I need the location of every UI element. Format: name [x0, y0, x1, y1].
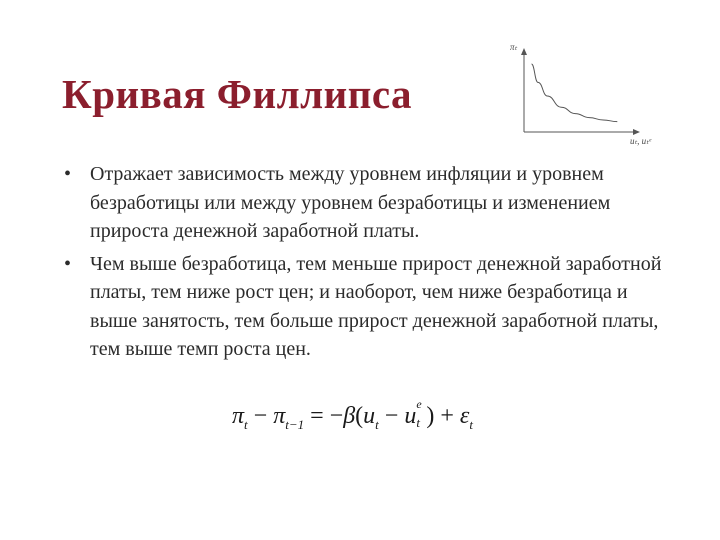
formula-minus: −: [247, 403, 274, 429]
formula-sub-t-1: t−1: [285, 417, 305, 432]
bullet-list: [60, 160, 670, 364]
phillips-curve-chart: [508, 40, 668, 150]
formula-minus: −: [378, 403, 405, 429]
bullet-text: Отражает зависимость между уровнем инфляции и уровнем безработицы или между уровнем безработицы и изменением прироста денежной заработной платы.: [90, 163, 611, 242]
bullet-item: [60, 250, 670, 364]
formula-sub-t: t: [375, 417, 379, 432]
bullet-marker: •: [64, 252, 72, 275]
x-axis-arrow: [633, 129, 640, 135]
formula-plus: +: [434, 403, 460, 429]
bullet-item: [60, 160, 670, 246]
formula-close-paren: ): [426, 403, 435, 429]
phillips-formula: [232, 397, 473, 433]
formula-pi: π: [232, 403, 245, 429]
formula-supsub: [416, 397, 426, 430]
y-axis-arrow: [521, 48, 527, 55]
formula-equals-minus: = −: [304, 403, 344, 429]
x-axis-label: uₜ, uₜᵉ: [630, 136, 652, 146]
bullet-marker: •: [64, 163, 72, 185]
bullet-text: Чем выше безработица, тем меньше прирост денежной заработной платы, тем ниже рост цен; и наоборот, чем ниже безработица и выше занятость, тем больше прирост денежной заработной платы, тем выше темп роста цен.: [90, 252, 662, 360]
formula-u: u: [363, 403, 376, 429]
slide-title: Кривая Филлипса: [62, 71, 413, 117]
formula-sub-t: t: [244, 417, 248, 432]
formula-sup-e: e: [416, 397, 422, 411]
y-axis-label: πₜ: [510, 42, 518, 52]
phillips-curve-line: [532, 64, 618, 122]
formula-open-paren: (: [355, 403, 364, 429]
formula-sub-t: t: [416, 415, 420, 430]
formula-pi: π: [273, 403, 286, 429]
formula-sub-t: t: [469, 417, 473, 432]
formula-epsilon: ε: [459, 403, 470, 429]
formula-u: u: [404, 403, 417, 429]
formula-beta: β: [343, 403, 356, 429]
